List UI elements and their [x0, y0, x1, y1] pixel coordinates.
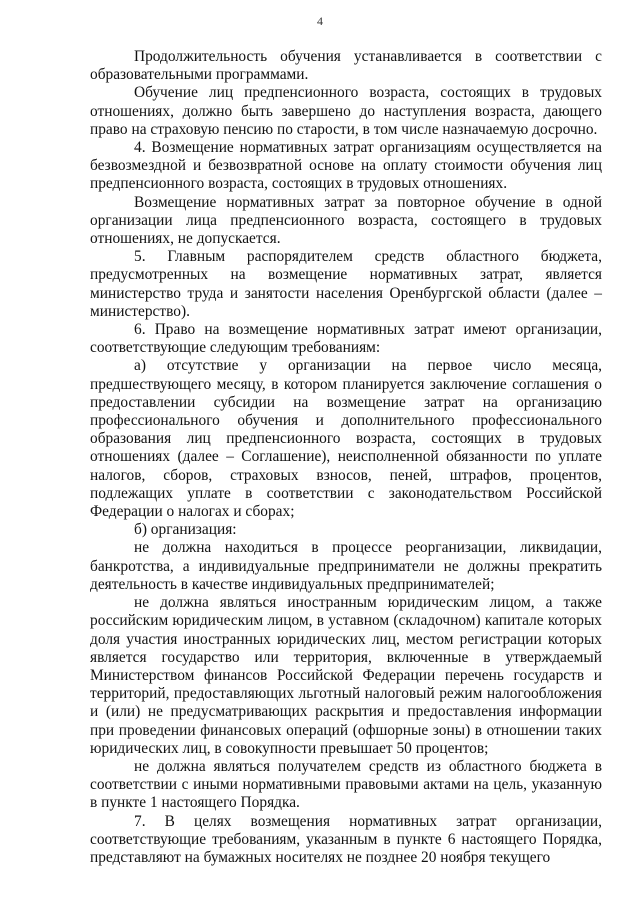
paragraph-requirement-b: б) организация: [134, 521, 237, 539]
paragraph-clause-5: 5. Главным распорядителем средств областного бюджета, предусмотренных на возмещение нормативных затрат, является министерство труда и занятости населения Оренбургской области (далее – министерство). [90, 248, 602, 320]
paragraph-training-duration: Продолжительность обучения устанавливается в соответствии с образовательными программами. [90, 48, 602, 84]
paragraph-training-completion: Обучение лиц предпенсионного возраста, состоящих в трудовых отношениях, должно быть завершено до наступления возраста, дающего право на страховую пенсию по старости, в том числе назначаемую досрочно. [90, 84, 602, 138]
paragraph-no-reorganization: не должна находиться в процессе реорганизации, ликвидации, банкротства, а индивидуальные предприниматели не должны прекратить деятельность в качестве индивидуальных предпринимателей; [90, 539, 602, 593]
paragraph-no-foreign-entity: не должна являться иностранным юридическим лицом, а также российским юридическим лицом, в уставном (складочном) капитале которых доля участия иностранных юридических лиц, местом регистрации которых является государство или территория, включенные в утверждаемый Министерством финансов Российской Федерации перечень государств и территорий, предоставляющих льготный налоговый режим налогообложения и (или) не предусматривающих раскрытия и предоставления информации при проведении финансовых операций (офшорные зоны) в отношении таких юридических лиц, в совокупности превышает 50 процентов; [90, 594, 602, 757]
paragraph-clause-4: 4. Возмещение нормативных затрат организациям осуществляется на безвозмездной и безвозвратной основе на оплату стоимости обучения лиц предпенсионного возраста, состоящих в трудовых отношениях. [90, 139, 602, 193]
paragraph-clause-7: 7. В целях возмещения нормативных затрат организации, соответствующие требованиям, указанным в пункте 6 настоящего Порядка, представляют на бумажных носителях не позднее 20 ноября текущего [90, 812, 602, 866]
paragraph-repeat-training: Возмещение нормативных затрат за повторное обучение в одной организации лица предпенсионного возраста, состоящего в трудовых отношениях, не допускается. [90, 193, 602, 248]
document-body [90, 48, 602, 867]
page-number: 4 [317, 14, 323, 28]
paragraph-clause-6: 6. Право на возмещение нормативных затрат имеют организации, соответствующие следующим требованиям: [90, 321, 602, 357]
paragraph-requirement-a: а) отсутствие у организации на первое число месяца, предшествующего месяцу, в котором планируется заключение соглашения о предоставлении субсидии на возмещение затрат на организацию профессионального обучения и дополнительного профессионального образования лиц предпенсионного возраста, состоящих в трудовых отношениях (далее – Соглашение), неисполненной обязанности по уплате налогов, сборов, страховых взносов, пеней, штрафов, процентов, подлежащих уплате в соответствии с законодательством Российской Федерации о налогах и сборах; [90, 357, 602, 521]
paragraph-no-other-funding: не должна являться получателем средств из областного бюджета в соответствии с иными нормативными правовыми актами на цель, указанную в пункте 1 настоящего Порядка. [90, 757, 602, 812]
